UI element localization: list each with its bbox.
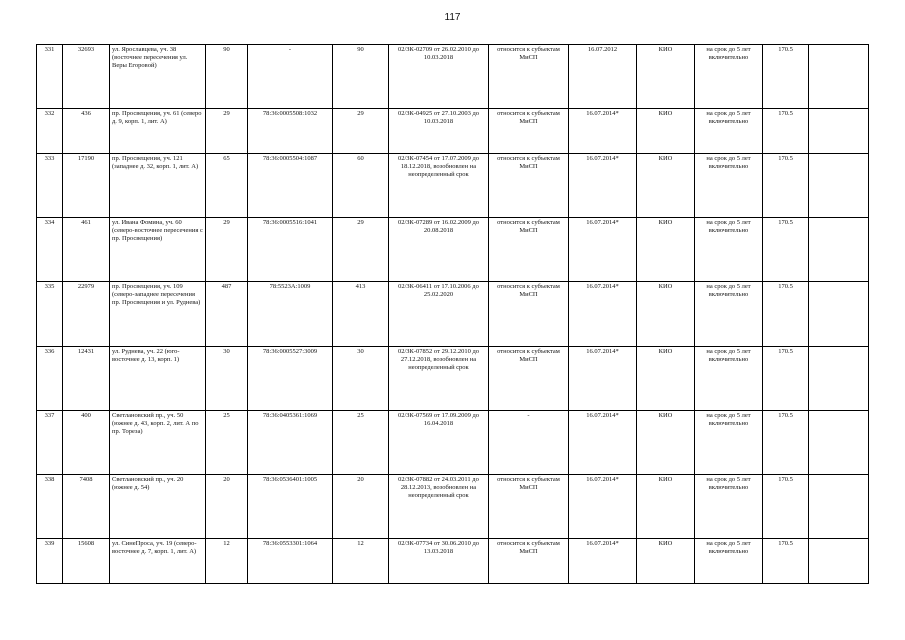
object-code-cell: 461	[63, 218, 110, 282]
category-cell: относится к субъектам МиСП	[489, 282, 569, 346]
address-cell: пр. Просвещения, уч. 121 (западнее д. 32, корп. 1, лит. А)	[110, 154, 206, 218]
blank-cell	[809, 346, 869, 410]
cadastral-number-cell: 78:36:0005527:3009	[248, 346, 333, 410]
blank-cell	[809, 154, 869, 218]
object-code-cell: 400	[63, 410, 110, 474]
address-cell: пр. Просвещения, уч. 61 (северо д. 9, корп. 1, лит. А)	[110, 109, 206, 154]
cadastral-number-cell: 78:36:0005504:1087	[248, 154, 333, 218]
area-cell: 487	[206, 282, 248, 346]
category-cell: относится к субъектам МиСП	[489, 45, 569, 109]
address-cell: ул. Руднева, уч. 22 (юго-восточнее д. 13, корп. 1)	[110, 346, 206, 410]
area-cell: 20	[206, 474, 248, 538]
blank-cell	[809, 474, 869, 538]
address-cell: ул. СинеПроса, уч. 19 (северо-восточнее д. 7, корп. 1, лит. А)	[110, 538, 206, 583]
term-cell: на срок до 5 лет включительно	[695, 109, 763, 154]
cadastral-number-cell: 78:36:0553301:1064	[248, 538, 333, 583]
organization-cell: КИО	[637, 410, 695, 474]
date-cell: 16.07.2014*	[569, 218, 637, 282]
rate-cell: 170.5	[763, 282, 809, 346]
date-cell: 16.07.2014*	[569, 282, 637, 346]
category-cell: относится к субъектам МиСП	[489, 154, 569, 218]
area-cell: 12	[206, 538, 248, 583]
area-actual-cell: 29	[333, 109, 389, 154]
object-code-cell: 436	[63, 109, 110, 154]
contract-cell: 02/ЗК-07882 от 24.03.2011 до 28.12.2013, возобновлен на неопределенный срок	[389, 474, 489, 538]
object-code-cell: 15608	[63, 538, 110, 583]
organization-cell: КИО	[637, 538, 695, 583]
row-number-cell: 337	[37, 410, 63, 474]
row-number-cell: 332	[37, 109, 63, 154]
rate-cell: 170.5	[763, 410, 809, 474]
organization-cell: КИО	[637, 154, 695, 218]
object-code-cell: 22979	[63, 282, 110, 346]
contract-cell: 02/ЗК-07289 от 16.02.2009 до 20.08.2018	[389, 218, 489, 282]
area-actual-cell: 413	[333, 282, 389, 346]
table-row	[37, 282, 869, 346]
address-cell: ул. Ярославцева, уч. 38 (восточнее пересечения ул. Веры Егоровой)	[110, 45, 206, 109]
table-row	[37, 109, 869, 154]
term-cell: на срок до 5 лет включительно	[695, 538, 763, 583]
blank-cell	[809, 410, 869, 474]
contract-cell: 02/ЗК-07454 от 17.07.2009 до 18.12.2018, возобновлен на неопределенный срок	[389, 154, 489, 218]
table-row	[37, 474, 869, 538]
term-cell: на срок до 5 лет включительно	[695, 282, 763, 346]
term-cell: на срок до 5 лет включительно	[695, 410, 763, 474]
cadastral-number-cell: 78:36:0005508:1032	[248, 109, 333, 154]
row-number-cell: 338	[37, 474, 63, 538]
contract-cell: 02/ЗК-04925 от 27.10.2003 до 10.03.2018	[389, 109, 489, 154]
page-number: 117	[444, 12, 461, 23]
cadastral-number-cell: -	[248, 45, 333, 109]
category-cell: относится к субъектам МиСП	[489, 218, 569, 282]
organization-cell: КИО	[637, 45, 695, 109]
row-number-cell: 335	[37, 282, 63, 346]
area-cell: 29	[206, 218, 248, 282]
contract-cell: 02/ЗК-06411 от 17.10.2006 до 25.02.2020	[389, 282, 489, 346]
category-cell: относится к субъектам МиСП	[489, 346, 569, 410]
table-row	[37, 346, 869, 410]
object-code-cell: 17190	[63, 154, 110, 218]
category-cell: относится к субъектам МиСП	[489, 109, 569, 154]
area-actual-cell: 25	[333, 410, 389, 474]
term-cell: на срок до 5 лет включительно	[695, 474, 763, 538]
organization-cell: КИО	[637, 218, 695, 282]
rate-cell: 170.5	[763, 45, 809, 109]
area-actual-cell: 90	[333, 45, 389, 109]
address-cell: ул. Ивана Фомина, уч. 60 (северо-восточнее пересечения с пр. Просвещения)	[110, 218, 206, 282]
object-code-cell: 7408	[63, 474, 110, 538]
area-cell: 29	[206, 109, 248, 154]
category-cell: -	[489, 410, 569, 474]
table-row	[37, 45, 869, 109]
contract-cell: 02/ЗК-07852 от 29.12.2010 до 27.12.2018, возобновлен на неопределенный срок	[389, 346, 489, 410]
term-cell: на срок до 5 лет включительно	[695, 346, 763, 410]
registry-table	[36, 44, 869, 584]
blank-cell	[809, 538, 869, 583]
organization-cell: КИО	[637, 109, 695, 154]
area-actual-cell: 12	[333, 538, 389, 583]
area-cell: 30	[206, 346, 248, 410]
cadastral-number-cell: 78:36:0536401:1005	[248, 474, 333, 538]
blank-cell	[809, 218, 869, 282]
area-actual-cell: 29	[333, 218, 389, 282]
cadastral-number-cell: 78:36:0405361:1069	[248, 410, 333, 474]
address-cell: пр. Просвещения, уч. 109 (северо-западнее пересечения пр. Просвещения и ул. Руднева)	[110, 282, 206, 346]
address-cell: Светлановский пр., уч. 20 (южнее д. 54)	[110, 474, 206, 538]
category-cell: относится к субъектам МиСП	[489, 474, 569, 538]
organization-cell: КИО	[637, 474, 695, 538]
object-code-cell: 12431	[63, 346, 110, 410]
area-actual-cell: 60	[333, 154, 389, 218]
term-cell: на срок до 5 лет включительно	[695, 154, 763, 218]
rate-cell: 170.5	[763, 109, 809, 154]
organization-cell: КИО	[637, 346, 695, 410]
blank-cell	[809, 282, 869, 346]
object-code-cell: 32693	[63, 45, 110, 109]
area-actual-cell: 30	[333, 346, 389, 410]
area-cell: 65	[206, 154, 248, 218]
category-cell: относится к субъектам МиСП	[489, 538, 569, 583]
row-number-cell: 339	[37, 538, 63, 583]
table-row	[37, 218, 869, 282]
blank-cell	[809, 45, 869, 109]
term-cell: на срок до 5 лет включительно	[695, 45, 763, 109]
rate-cell: 170.5	[763, 218, 809, 282]
organization-cell: КИО	[637, 282, 695, 346]
term-cell: на срок до 5 лет включительно	[695, 218, 763, 282]
date-cell: 16.07.2014*	[569, 154, 637, 218]
area-actual-cell: 20	[333, 474, 389, 538]
date-cell: 16.07.2014*	[569, 109, 637, 154]
cadastral-number-cell: 78:36:0005516:1041	[248, 218, 333, 282]
date-cell: 16.07.2014*	[569, 410, 637, 474]
date-cell: 16.07.2012	[569, 45, 637, 109]
area-cell: 25	[206, 410, 248, 474]
rate-cell: 170.5	[763, 538, 809, 583]
contract-cell: 02/ЗК-07734 от 30.06.2010 до 13.03.2018	[389, 538, 489, 583]
rate-cell: 170.5	[763, 474, 809, 538]
table-row	[37, 154, 869, 218]
date-cell: 16.07.2014*	[569, 474, 637, 538]
table-row	[37, 410, 869, 474]
date-cell: 16.07.2014*	[569, 538, 637, 583]
row-number-cell: 336	[37, 346, 63, 410]
row-number-cell: 333	[37, 154, 63, 218]
area-cell: 90	[206, 45, 248, 109]
contract-cell: 02/ЗК-07569 от 17.09.2009 до 16.04.2018	[389, 410, 489, 474]
rate-cell: 170.5	[763, 346, 809, 410]
address-cell: Светлановский пр., уч. 50 (южнее д. 43, корп. 2, лит. А по пр. Тореза)	[110, 410, 206, 474]
row-number-cell: 334	[37, 218, 63, 282]
contract-cell: 02/ЗК-02709 от 26.02.2010 до 10.03.2018	[389, 45, 489, 109]
row-number-cell: 331	[37, 45, 63, 109]
table-row	[37, 538, 869, 583]
date-cell: 16.07.2014*	[569, 346, 637, 410]
rate-cell: 170.5	[763, 154, 809, 218]
cadastral-number-cell: 78:5523А:1009	[248, 282, 333, 346]
blank-cell	[809, 109, 869, 154]
